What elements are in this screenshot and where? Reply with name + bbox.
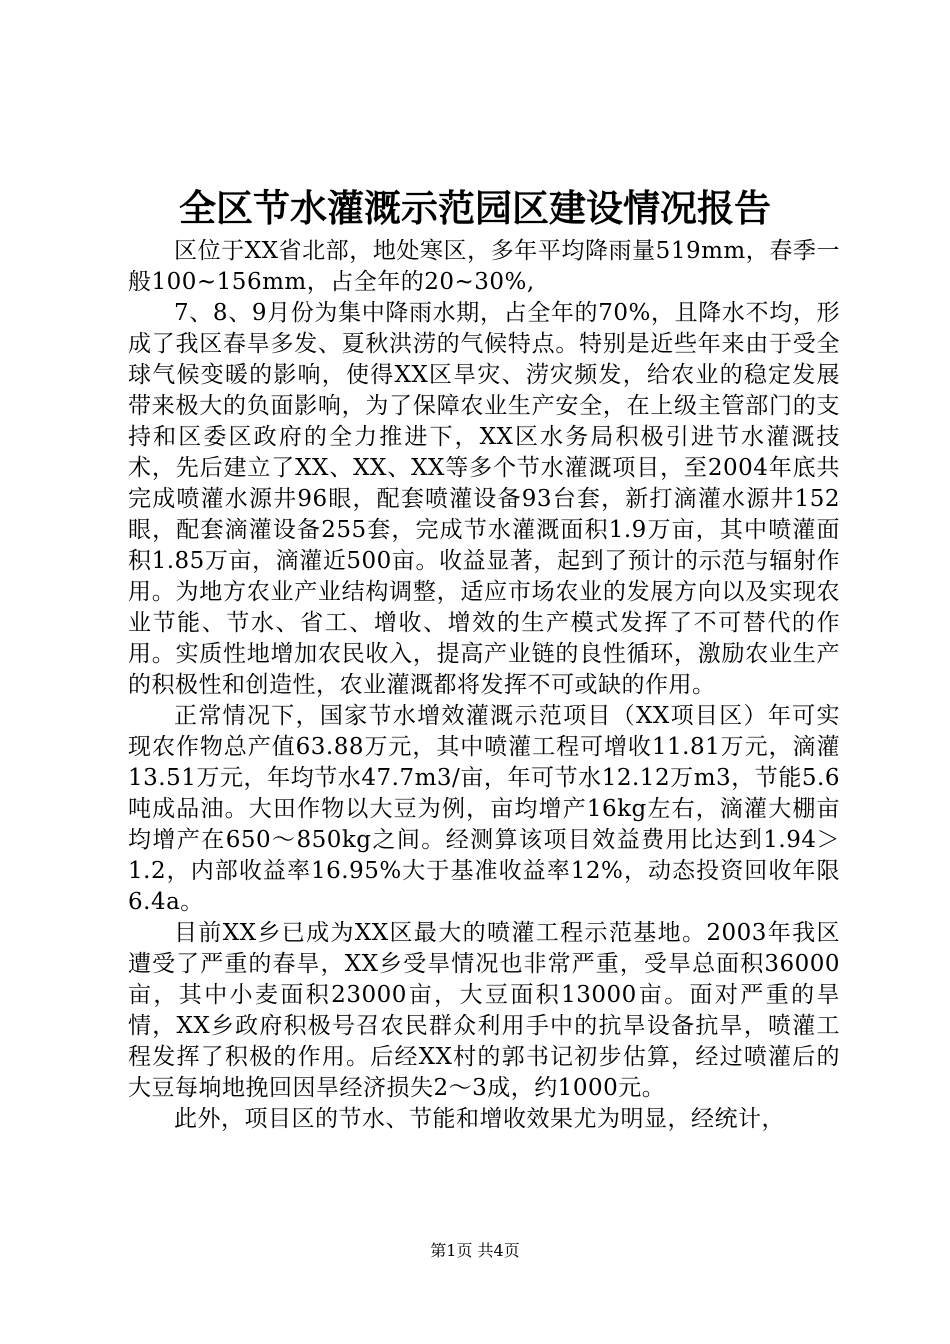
paragraph-2: 7、8、9月份为集中降雨水期，占全年的70%，且降水不均，形成了我区春旱多发、夏秋洪涝的气候特点。特别是近些年来由于受全球气候变暖的影响，使得XX区旱灾、涝灾频发，给农业的稳定发展带来极大的负面影响，为了保障农业生产安全，在上级主管部门的支持和区委区政府的全力推进下，XX区水务局积极引进节水灌溉技术，先后建立了XX、XX、XX等多个节水灌溉项目，至2004年底共完成喷灌水源井96眼，配套喷灌设备93台套，新打滴灌水源井152眼，配套滴灌设备255套，完成节水灌溉面积1.9万亩，其中喷灌面积1.85万亩，滴灌近500亩。收益显著，起到了预计的示范与辐射作用。为地方农业产业结构调整，适应市场农业的发展方向以及实现农业节能、节水、省工、增收、增效的生产模式发挥了不可替代的作用。实质性地增加农民收入，提高产业链的良性循环，激励农业生产的积极性和创造性，农业灌溉都将发挥不可或缺的作用。 xyxy=(128,300,840,698)
paragraph-1: 区位于XX省北部，地处寒区，多年平均降雨量519mm，春季一般100~156mm，占全年的20~30%, xyxy=(128,238,840,295)
paragraph-3: 正常情况下，国家节水增效灌溉示范项目（XX项目区）年可实现农作物总产值63.88万元，其中喷灌工程可增收11.81万元，滴灌13.51万元，年均节水47.7m3/亩，年可节水12.12万m3，节能5.6吨成品油。大田作物以大豆为例，亩均增产16kg左右，滴灌大棚亩均增产在650～850kg之间。经测算该项目效益费用比达到1.94＞1.2，内部收益率16.95%大于基准收益率12%，动态投资回收年限6.4a。 xyxy=(128,703,840,915)
paragraph-5: 此外，项目区的节水、节能和增收效果尤为明显，经统计， xyxy=(174,1106,785,1132)
document-body xyxy=(128,236,840,1135)
paragraph-4: 目前XX乡已成为XX区最大的喷灌工程示范基地。2003年我区遭受了严重的春旱，XX乡受旱情况也非常严重，受旱总面积36000亩，其中小麦面积23000亩，大豆面积13000亩。面对严重的旱情，XX乡政府积极号召农民群众利用手中的抗旱设备抗旱，喷灌工程发挥了积极的作用。后经XX村的郭书记初步估算，经过喷灌后的大豆每垧地挽回因旱经济损失2～3成，约1000元。 xyxy=(128,920,840,1101)
document-title: 全区节水灌溉示范园区建设情况报告 xyxy=(179,186,771,230)
page-footer: 第1页 共4页 xyxy=(430,1241,520,1260)
